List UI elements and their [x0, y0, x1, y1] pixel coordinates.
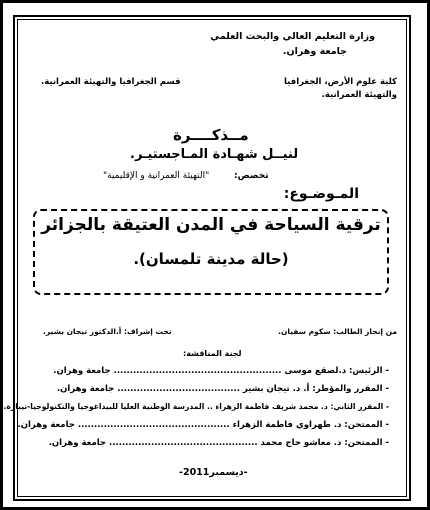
thesis-title: ترقية السياحة في المدن العتيقة بالجزائر	[41, 215, 381, 235]
student-name: من إنجاز الطالب: سكوم سفيان.	[278, 327, 397, 336]
dots: ...............................................	[77, 420, 230, 430]
member-role: - المقرر والمؤطر: أ. د. تيجان بشير	[242, 384, 389, 394]
committee-heading: لجنة المناقشة:	[183, 349, 242, 358]
committee-member	[41, 438, 389, 448]
dots: ....................................................	[113, 366, 282, 376]
committee-member	[41, 366, 389, 376]
department-name: قسم الجغرافيا والتهيئة العمرانية.	[41, 77, 181, 87]
document-date: -ديسمبر2011-	[179, 467, 248, 478]
document-page	[3, 3, 427, 507]
thesis-subtitle: (حالة مدينة تلمسان).	[133, 250, 289, 268]
specialty-value: "التهيئة العمرانية و الإقليمية"	[103, 171, 210, 181]
dots: ..	[206, 402, 213, 411]
committee-member	[41, 384, 389, 394]
degree-line: لنيــل شهـادة المـاجستيـر.	[130, 147, 299, 162]
thesis-type: مــذكــــرة	[173, 126, 249, 144]
member-role: - الممتحن: د. معاشو حاج محمد	[260, 438, 389, 448]
member-institution: المدرسة الوطنية العليا للبيداغوجيا والتكنولوجيا-تيبازة.	[3, 402, 205, 411]
member-institution: جامعة وهران.	[53, 366, 111, 376]
committee-member	[17, 420, 389, 430]
faculty-name: كلية علوم الأرض، الجغرافيا	[283, 77, 397, 87]
ministry-name: وزارة التعليم العالي والبحث العلمي	[210, 31, 375, 42]
member-role: - الرئيس: د.لصقع موسى	[284, 366, 389, 376]
supervisor-name: تحت إشراف: أ.الدكتور تيجان بشير.	[43, 327, 172, 336]
university-name: جامعة وهران.	[282, 46, 347, 57]
member-institution: جامعة وهران.	[56, 384, 115, 394]
specialty-label: تخصص:	[234, 171, 269, 181]
dots: ..............................................	[109, 438, 258, 448]
member-role: - الممتحن: د. طهراوي فاطمة الزهراء	[232, 420, 389, 430]
committee-member	[3, 402, 389, 411]
member-institution: جامعة وهران.	[48, 438, 107, 448]
member-institution: جامعة وهران.	[17, 420, 75, 430]
faculty-name-cont: والتهيئة العمرانية.	[321, 90, 397, 100]
dots: ......................................	[117, 384, 240, 394]
member-role: - المقرر الثاني: د. محمد شريف فاطمة الزهراء	[215, 402, 389, 411]
subject-label: المـوضـوع:	[283, 186, 359, 202]
